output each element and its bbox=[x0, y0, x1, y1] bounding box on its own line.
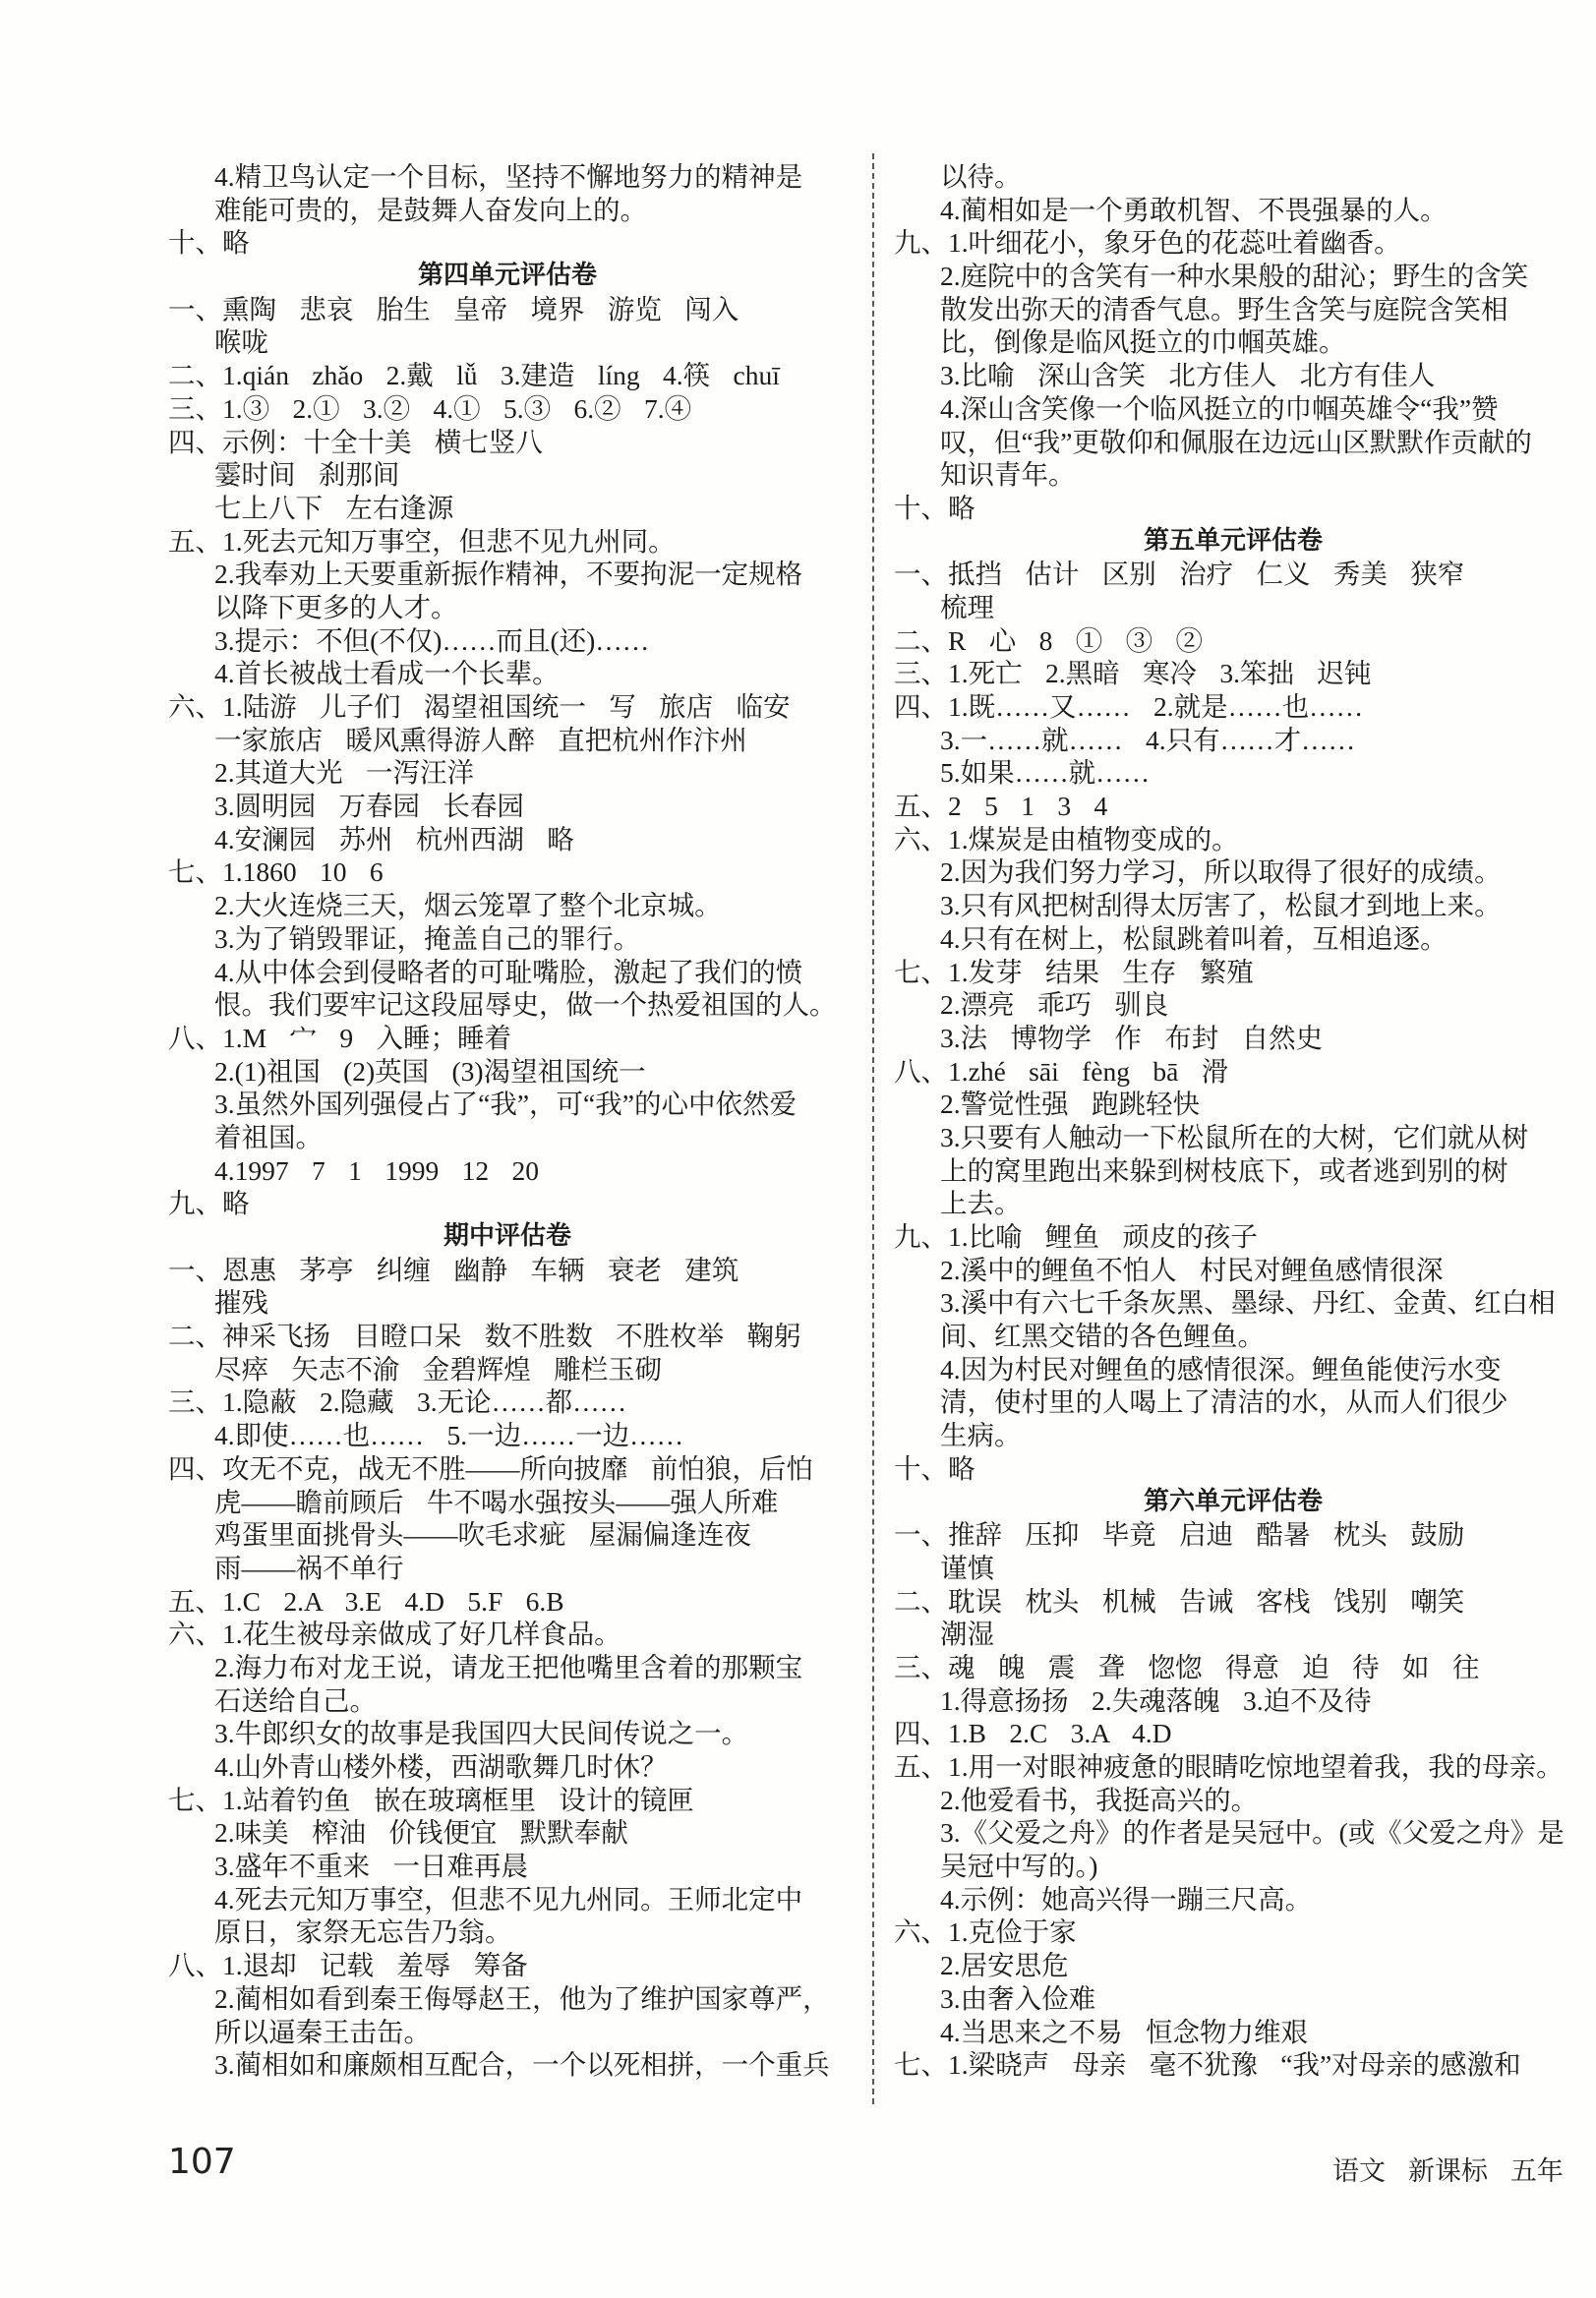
answer-line: 3.提示：不但(不仅)……而且(还)…… bbox=[214, 624, 650, 656]
answer-line: 2.海力布对龙王说，请龙王把他嘴里含着的那颗宝 bbox=[214, 1651, 803, 1682]
section-heading: 第四单元评估卷 bbox=[417, 261, 597, 291]
answer-line: 3.只有风把树刮得太厉害了，松鼠才到地上来。 bbox=[940, 890, 1502, 921]
answer-line: 2.溪中的鲤鱼不怕人 村民对鲤鱼感情很深 bbox=[940, 1254, 1444, 1285]
answer-line: 3.圆明园 万春园 长春园 bbox=[214, 791, 524, 822]
answer-line: 4.首长被战士看成一个长辈。 bbox=[214, 658, 560, 689]
answer-line: 恨。我们要牢记这段屈辱史，做一个热爱祖国的人。 bbox=[214, 989, 837, 1021]
answer-line: 六、1.陆游 儿子们 渴望祖国统一 写 旅店 临安 bbox=[168, 691, 791, 722]
answer-line: 3.蔺相如和廉颇相互配合，一个以死相拼，一个重兵 bbox=[214, 2049, 830, 2081]
answer-line: 吴冠中写的。) bbox=[940, 1851, 1098, 1882]
answer-line: 2.庭院中的含笑有一种水果般的甜沁；野生的含笑 bbox=[940, 261, 1529, 292]
answer-line: 三、1.③ 2.① 3.② 4.① 5.③ 6.② 7.④ bbox=[168, 392, 692, 424]
answer-line: 三、魂 魄 震 聋 惚惚 得意 迫 待 如 往 bbox=[894, 1651, 1480, 1682]
answer-line: 难能可贵的，是鼓舞人奋发向上的。 bbox=[214, 194, 647, 225]
answer-line: 2.他爱看书，我挺高兴的。 bbox=[940, 1784, 1259, 1815]
answer-line: 一、熏陶 悲哀 胎生 皇帝 境界 游览 闯入 bbox=[168, 293, 739, 324]
answer-line: 4.只有在树上，松鼠跳着叫着，互相追逐。 bbox=[940, 922, 1448, 954]
answer-line: 三、1.死亡 2.黑暗 寒冷 3.笨拙 迟钝 bbox=[894, 658, 1372, 689]
answer-line: 1.得意扬扬 2.失魂落魄 3.迫不及待 bbox=[940, 1684, 1372, 1716]
answer-line: 七、1.发芽 结果 生存 繁殖 bbox=[894, 956, 1254, 987]
answer-line: 4.当思来之不易 恒念物力维艰 bbox=[940, 2016, 1308, 2047]
answer-line: 2.其道大光 一泻汪洋 bbox=[214, 757, 474, 789]
answer-line: 四、攻无不克，战无不胜——所向披靡 前怕狼，后怕 bbox=[168, 1452, 813, 1484]
answer-line: 着祖国。 bbox=[214, 1121, 323, 1152]
column-divider bbox=[872, 153, 874, 2104]
answer-line: 七上八下 左右逢源 bbox=[214, 492, 454, 523]
answer-line: 五、1.死去元知万事空，但悲不见九州同。 bbox=[168, 525, 676, 557]
answer-line: 3.溪中有六七千条灰黑、墨绿、丹红、金黄、红白相 bbox=[940, 1287, 1556, 1319]
answer-line: 虎——瞻前顾后 牛不喝水强按头——强人所难 bbox=[214, 1486, 779, 1517]
answer-line: 以降下更多的人才。 bbox=[214, 591, 458, 622]
answer-line: 七、1.梁晓声 母亲 毫不犹豫 “我”对母亲的感激和 bbox=[894, 2049, 1521, 2081]
answer-line: 六、1.花生被母亲做成了好几样食品。 bbox=[168, 1619, 621, 1650]
answer-line: 五、1.C 2.A 3.E 4.D 5.F 6.B bbox=[168, 1585, 564, 1617]
answer-line: 上的窝里跑出来躲到树枝底下，或者逃到别的树 bbox=[940, 1154, 1508, 1186]
answer-line: 4.精卫鸟认定一个目标，坚持不懈地努力的精神是 bbox=[214, 161, 803, 192]
answer-line: 六、1.煤炭是由植物变成的。 bbox=[894, 823, 1239, 854]
answer-line: 七、1.1860 10 6 bbox=[168, 856, 384, 888]
answer-line: 间、红黑交错的各色鲤鱼。 bbox=[940, 1321, 1265, 1352]
answer-line: 九、1.叶细花小，象牙色的花蕊吐着幽香。 bbox=[894, 227, 1401, 259]
answer-line: 4.即使……也…… 5.一边……一边…… bbox=[214, 1420, 684, 1451]
answer-line: 九、1.比喻 鲤鱼 顽皮的孩子 bbox=[894, 1221, 1258, 1252]
answer-line: 3.牛郎织女的故事是我国四大民间传说之一。 bbox=[214, 1718, 749, 1749]
answer-line: 4.蔺相如是一个勇敢机智、不畏强暴的人。 bbox=[940, 194, 1448, 225]
answer-line: 2.警觉性强 跑跳轻快 bbox=[940, 1089, 1200, 1120]
answer-line: 一、抵挡 估计 区别 治疗 仁义 秀美 狭窄 bbox=[894, 559, 1465, 590]
answer-line: 七、1.站着钓鱼 嵌在玻璃框里 设计的镜匣 bbox=[168, 1784, 694, 1815]
answer-line: 四、1.既……又…… 2.就是……也…… bbox=[894, 691, 1364, 722]
answer-line: 知识青年。 bbox=[940, 459, 1076, 491]
answer-line: 霎时间 刹那间 bbox=[214, 459, 400, 491]
answer-line: 2.我奉劝上天要重新振作精神，不要拘泥一定规格 bbox=[214, 559, 803, 590]
answer-line: 2.漂亮 乖巧 驯良 bbox=[940, 989, 1169, 1021]
answer-line: 谨慎 bbox=[940, 1552, 994, 1583]
answer-line: 梳理 bbox=[940, 591, 994, 622]
answer-line: 2.蔺相如看到秦王侮辱赵王，他为了维护国家尊严， bbox=[214, 1982, 830, 2014]
answer-line: 5.如果……就…… bbox=[940, 757, 1151, 789]
answer-line: 二、1.qián zhǎo 2.戴 lǚ 3.建造 líng 4.筷 chuī bbox=[168, 360, 780, 391]
answer-line: 八、1.退却 记载 羞辱 筹备 bbox=[168, 1950, 528, 1981]
answer-line: 2.(1)祖国 (2)英国 (3)渴望祖国统一 bbox=[214, 1055, 646, 1087]
answer-line: 比，倒像是临风挺立的巾帼英雄。 bbox=[940, 326, 1346, 358]
answer-line: 4.因为村民对鲤鱼的感情很深。鲤鱼能使污水变 bbox=[940, 1353, 1502, 1385]
answer-line: 二、耽误 枕头 机械 告诫 客栈 饯别 嘲笑 bbox=[894, 1585, 1465, 1617]
answer-line: 雨——祸不单行 bbox=[214, 1552, 404, 1583]
answer-line: 4.示例：她高兴得一蹦三尺高。 bbox=[940, 1883, 1313, 1915]
answer-line: 五、1.用一对眼神疲惫的眼睛吃惊地望着我，我的母亲。 bbox=[894, 1751, 1564, 1782]
answer-line: 叹，但“我”更敬仰和佩服在边远山区默默作贡献的 bbox=[940, 426, 1532, 457]
answer-line: 九、略 bbox=[168, 1188, 250, 1219]
answer-line: 一、恩惠 茅亭 纠缠 幽静 车辆 衰老 建筑 bbox=[168, 1254, 739, 1285]
answer-line: 四、1.B 2.C 3.A 4.D bbox=[894, 1718, 1172, 1749]
answer-line: 尽瘁 矢志不渝 金碧辉煌 雕栏玉砌 bbox=[214, 1353, 663, 1385]
answer-line: 六、1.克俭于家 bbox=[894, 1916, 1077, 1948]
answer-line: 上去。 bbox=[940, 1188, 1022, 1219]
right-column bbox=[894, 160, 1572, 2082]
answer-line: 一、推辞 压抑 毕竟 启迪 酷暑 枕头 鼓励 bbox=[894, 1519, 1465, 1551]
answer-line: 4.山外青山楼外楼，西湖歌舞几时休？ bbox=[214, 1751, 668, 1782]
answer-line: 原日，家祭无忘告乃翁。 bbox=[214, 1916, 512, 1948]
answer-line: 3.法 博物学 作 布封 自然史 bbox=[940, 1022, 1324, 1053]
answer-line: 五、2 5 1 3 4 bbox=[894, 791, 1108, 822]
answer-line: 2.居安思危 bbox=[940, 1950, 1069, 1981]
answer-line: 3.盛年不重来 一日难再晨 bbox=[214, 1851, 528, 1882]
page-number: 107 bbox=[168, 2142, 236, 2182]
answer-line: 3.只要有人触动一下松鼠所在的大树，它们就从树 bbox=[940, 1121, 1529, 1152]
answer-line: 八、1.M 宀 9 入睡；睡着 bbox=[168, 1022, 511, 1053]
answer-line: 2.大火连烧三天，烟云笼罩了整个北京城。 bbox=[214, 890, 722, 921]
answer-line: 4.深山含笑像一个临风挺立的巾帼英雄令“我”赞 bbox=[940, 392, 1499, 424]
answer-line: 十、略 bbox=[894, 492, 975, 523]
answer-line: 十、略 bbox=[168, 227, 250, 259]
answer-line: 四、示例：十全十美 横七竖八 bbox=[168, 426, 543, 457]
left-column bbox=[168, 160, 847, 2082]
answer-line: 清，使村里的人喝上了清洁的水，从而人们很少 bbox=[940, 1386, 1508, 1418]
answer-line: 3.一……就…… 4.只有……才…… bbox=[940, 724, 1356, 755]
answer-line: 散发出弥天的清香气息。野生含笑与庭院含笑相 bbox=[940, 293, 1508, 324]
answer-line: 喉咙 bbox=[214, 326, 268, 358]
answer-line: 潮湿 bbox=[940, 1619, 994, 1650]
answer-line: 以待。 bbox=[940, 161, 1022, 192]
answer-line: 一家旅店 暖风熏得游人醉 直把杭州作汴州 bbox=[214, 724, 747, 755]
answer-line: 二、神采飞扬 目瞪口呆 数不胜数 不胜枚举 鞠躬 bbox=[168, 1321, 801, 1352]
answer-line: 3.《父爱之舟》的作者是吴冠中。(或《父爱之舟》是 bbox=[940, 1817, 1565, 1849]
section-heading: 第五单元评估卷 bbox=[1143, 525, 1323, 556]
answer-line: 4.死去元知万事空，但悲不见九州同。王师北定中 bbox=[214, 1883, 803, 1915]
answer-line: 3.虽然外国列强侵占了“我”，可“我”的心中依然爱 bbox=[214, 1089, 797, 1120]
answer-line: 3.比喻 深山含笑 北方佳人 北方有佳人 bbox=[940, 360, 1436, 391]
answer-line: 4.安澜园 苏州 杭州西湖 略 bbox=[214, 823, 574, 854]
answer-line: 三、1.隐蔽 2.隐藏 3.无论……都…… bbox=[168, 1386, 627, 1418]
answer-line: 4.1997 7 1 1999 12 20 bbox=[214, 1154, 539, 1186]
answer-line: 二、R 心 8 ① ③ ② bbox=[894, 624, 1203, 656]
book-label: 语文 新课标 五年 bbox=[1332, 2156, 1564, 2186]
answer-line: 3.为了销毁罪证，掩盖自己的罪行。 bbox=[214, 922, 641, 954]
answer-line: 八、1.zhé sāi fèng bā 滑 bbox=[894, 1055, 1229, 1087]
answer-line: 3.由奢入俭难 bbox=[940, 1982, 1096, 2014]
answer-line: 2.因为我们努力学习，所以取得了很好的成绩。 bbox=[940, 856, 1502, 888]
answer-line: 所以逼秦王击缶。 bbox=[214, 2016, 431, 2047]
answer-line: 十、略 bbox=[894, 1452, 975, 1484]
answer-line: 2.味美 榨油 价钱便宜 默默奉献 bbox=[214, 1817, 628, 1849]
answer-line: 鸡蛋里面挑骨头——吹毛求疵 屋漏偏逢连夜 bbox=[214, 1519, 751, 1551]
answer-line: 4.从中体会到侵略者的可耻嘴脸，激起了我们的愤 bbox=[214, 956, 803, 987]
answer-line: 摧残 bbox=[214, 1287, 268, 1319]
answer-line: 生病。 bbox=[940, 1420, 1022, 1451]
section-heading: 期中评估卷 bbox=[443, 1221, 571, 1251]
section-heading: 第六单元评估卷 bbox=[1143, 1486, 1323, 1516]
answer-line: 石送给自己。 bbox=[214, 1684, 377, 1716]
